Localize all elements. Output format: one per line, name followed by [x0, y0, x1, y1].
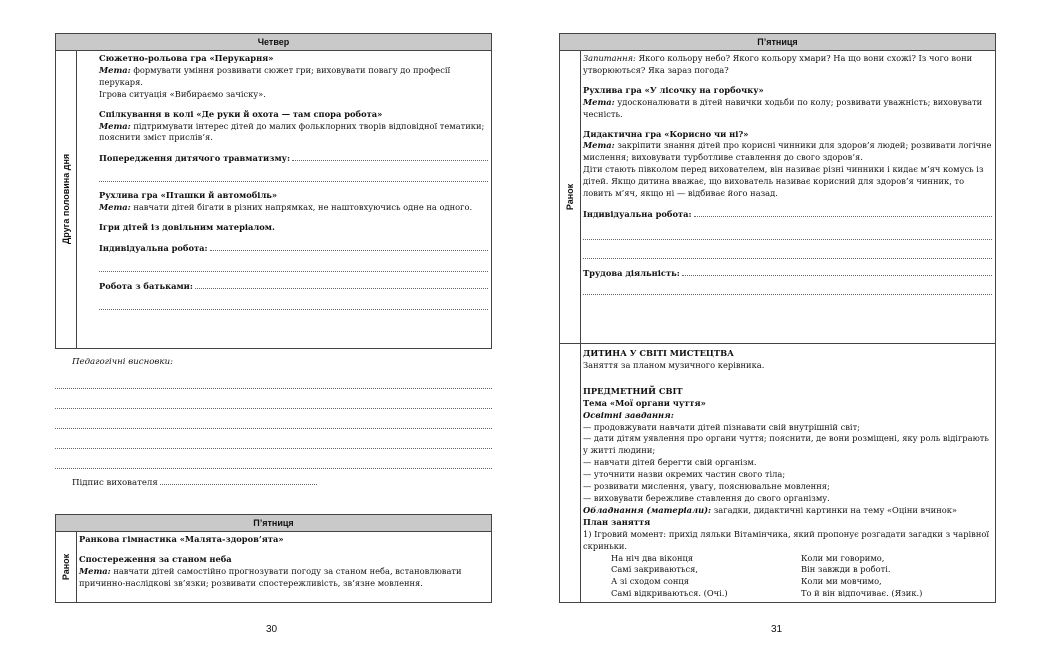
- conclusion-line[interactable]: [55, 371, 492, 389]
- riddles: [583, 553, 992, 601]
- plan-label: План заняття: [583, 516, 651, 527]
- afternoon-label: Друга половина дня: [61, 153, 71, 245]
- world-title: ПРЕДМЕТНИЙ СВІТ: [583, 385, 683, 396]
- questions-text: Запитання: Якого кольору небо? Якого кольору хмари? На що вони схожі? Із чого вони утворюються? Яка зараз погода?: [583, 53, 973, 75]
- role-game-goal: Мета: формувати уміння розвивати сюжет гри; виховувати повагу до професії перукаря.: [99, 64, 451, 87]
- conclusions-label: Педагогічні висновки:: [72, 357, 173, 367]
- parents-work-line[interactable]: [99, 293, 488, 310]
- didactic-game-title: Дидактична гра «Корисно чи ні?»: [583, 128, 749, 139]
- plan-step: 1) Ігровий момент: прихід ляльки Вітамінчика, який пропонує розгадати загадки з чарівної скриньки.: [583, 528, 990, 551]
- free-play-text: Ігри дітей із довільним матеріалом.: [99, 222, 275, 233]
- art-title: ДИТИНА У СВІТІ МИСТЕЦТВА: [583, 348, 734, 358]
- role-game-situation: Ігрова ситуація «Вибираємо зачіску».: [99, 88, 266, 99]
- move-game-goal: Мета: навчати дітей бігати в різних напрямках, не наштовхуючись одне на одного.: [99, 202, 473, 213]
- riddle-tongue: Коли ми говоримо, Він завжди в роботі. Коли ми мовчимо, То й він відпочиває. (Язик.): [801, 552, 923, 599]
- afternoon-side-cell: [56, 50, 77, 348]
- morning-side-upper: [560, 50, 580, 343]
- parents-work-field[interactable]: Робота з батьками:: [99, 280, 488, 293]
- didactic-game-description: Діти стають півколом перед вихователем, він називає різні чинники і кидає м’яч комусь із дітей. Якщо дитина вважає, що вихователь називає корисний для здоров’я чинник, то ловить м’яч, якщо ні — відбиває його назад.: [583, 164, 984, 199]
- thursday-body: [77, 50, 491, 348]
- conclusions-lines[interactable]: [55, 371, 492, 469]
- injury-prevention-line[interactable]: [99, 165, 488, 182]
- page-number-left: 30: [266, 624, 278, 635]
- labor-line[interactable]: [583, 280, 992, 295]
- forest-game-title: Рухлива гра «У лісочку на горбочку»: [583, 84, 764, 95]
- talk-goal: Мета: підтримувати інтерес дітей до малих фольклорних творів відповідної тематики; пояснити зміст прислів’я.: [99, 120, 485, 143]
- forest-game-goal: Мета: удосконалювати в дітей навички ходьби по колу; розвивати уважність; виховувати чесність.: [583, 96, 983, 119]
- task-item: — дати дітям уявлення про органи чуття; пояснити, де вони розміщені, яку роль відіграють у житті людини;: [583, 433, 989, 456]
- thursday-table: [55, 33, 492, 349]
- talk-title: Спілкування в колі «Де руки й охота — там спора робота»: [99, 108, 383, 119]
- thursday-header: Четвер: [56, 34, 491, 51]
- morning-side-cell-left: [56, 531, 77, 602]
- page-number-right: 31: [771, 624, 783, 635]
- friday-morning-body: [581, 50, 995, 343]
- morning-label-right: Ранок: [565, 183, 575, 210]
- art-text: Заняття за планом музичного керівника.: [583, 359, 765, 370]
- friday-table-left: [55, 514, 492, 603]
- injury-prevention-field[interactable]: Попередження дитячого травматизму:: [99, 152, 488, 165]
- didactic-game-goal: Мета: закріпити знання дітей про корисні чинники для здоров’я людей; розвивати логічне мислення; виховувати турботливе ставлення до свого здоров’я.: [583, 140, 992, 163]
- lesson-body: [581, 344, 995, 602]
- morning-label-left: Ранок: [61, 553, 71, 580]
- morning-side-cell-right: [560, 50, 581, 602]
- conclusion-line[interactable]: [55, 429, 492, 449]
- task-item: — виховувати бережливе ставлення до свого організму.: [583, 492, 830, 503]
- individual-work-field-right[interactable]: Індивідуальна робота:: [583, 208, 992, 221]
- lesson-topic: Тема «Мої органи чуття»: [583, 397, 706, 408]
- conclusion-line[interactable]: [55, 389, 492, 409]
- friday-body-left: [77, 531, 491, 602]
- task-item: — продовжувати навчати дітей пізнавати свій внутрішній світ;: [583, 421, 860, 432]
- friday-header-right: П’ятниця: [560, 34, 995, 51]
- labor-field[interactable]: Трудова діяльність:: [583, 267, 992, 280]
- conclusion-line[interactable]: [55, 409, 492, 429]
- move-game-title: Рухлива гра «Пташки й автомобіль»: [99, 190, 278, 201]
- task-item: — навчати дітей берегти свій організм.: [583, 457, 757, 468]
- friday-header-left: П’ятниця: [56, 515, 491, 532]
- sky-observation-goal: Мета: навчати дітей самостійно прогнозувати погоду за станом неба, встановлювати причинно-наслідкові зв’язки; розвивати спостережливість, зв’язне мовлення.: [79, 565, 462, 588]
- individual-work-line-right[interactable]: [583, 240, 992, 259]
- conclusion-line[interactable]: [55, 449, 492, 469]
- tasks-label: Освітні завдання:: [583, 409, 674, 420]
- role-game-title: Сюжетно-рольова гра «Перукарня»: [99, 53, 274, 63]
- individual-work-line[interactable]: [99, 255, 488, 272]
- individual-work-field[interactable]: Індивідуальна робота:: [99, 242, 488, 255]
- signature-field[interactable]: Підпис вихователя: [72, 476, 317, 488]
- sky-observation-title: Спостереження за станом неба: [79, 553, 232, 564]
- task-item: — розвивати мислення, увагу, пояснювальне мовлення;: [583, 481, 830, 492]
- friday-table-right: [559, 33, 996, 603]
- task-item: — уточнити назви окремих частин свого тіла;: [583, 469, 786, 480]
- individual-work-line-right[interactable]: [583, 221, 992, 240]
- gym-title: Ранкова гімнастика «Малята-здоров’ята»: [79, 534, 284, 544]
- right-page: [525, 0, 1050, 666]
- equipment-text: Обладнання (матеріали): загадки, дидактичні картинки на тему «Оціни вчинок»: [583, 504, 958, 515]
- riddle-eyes: На ніч два віконця Самі закриваються, А зі сходом сонця Самі відкриваються. (Очі.): [611, 552, 728, 599]
